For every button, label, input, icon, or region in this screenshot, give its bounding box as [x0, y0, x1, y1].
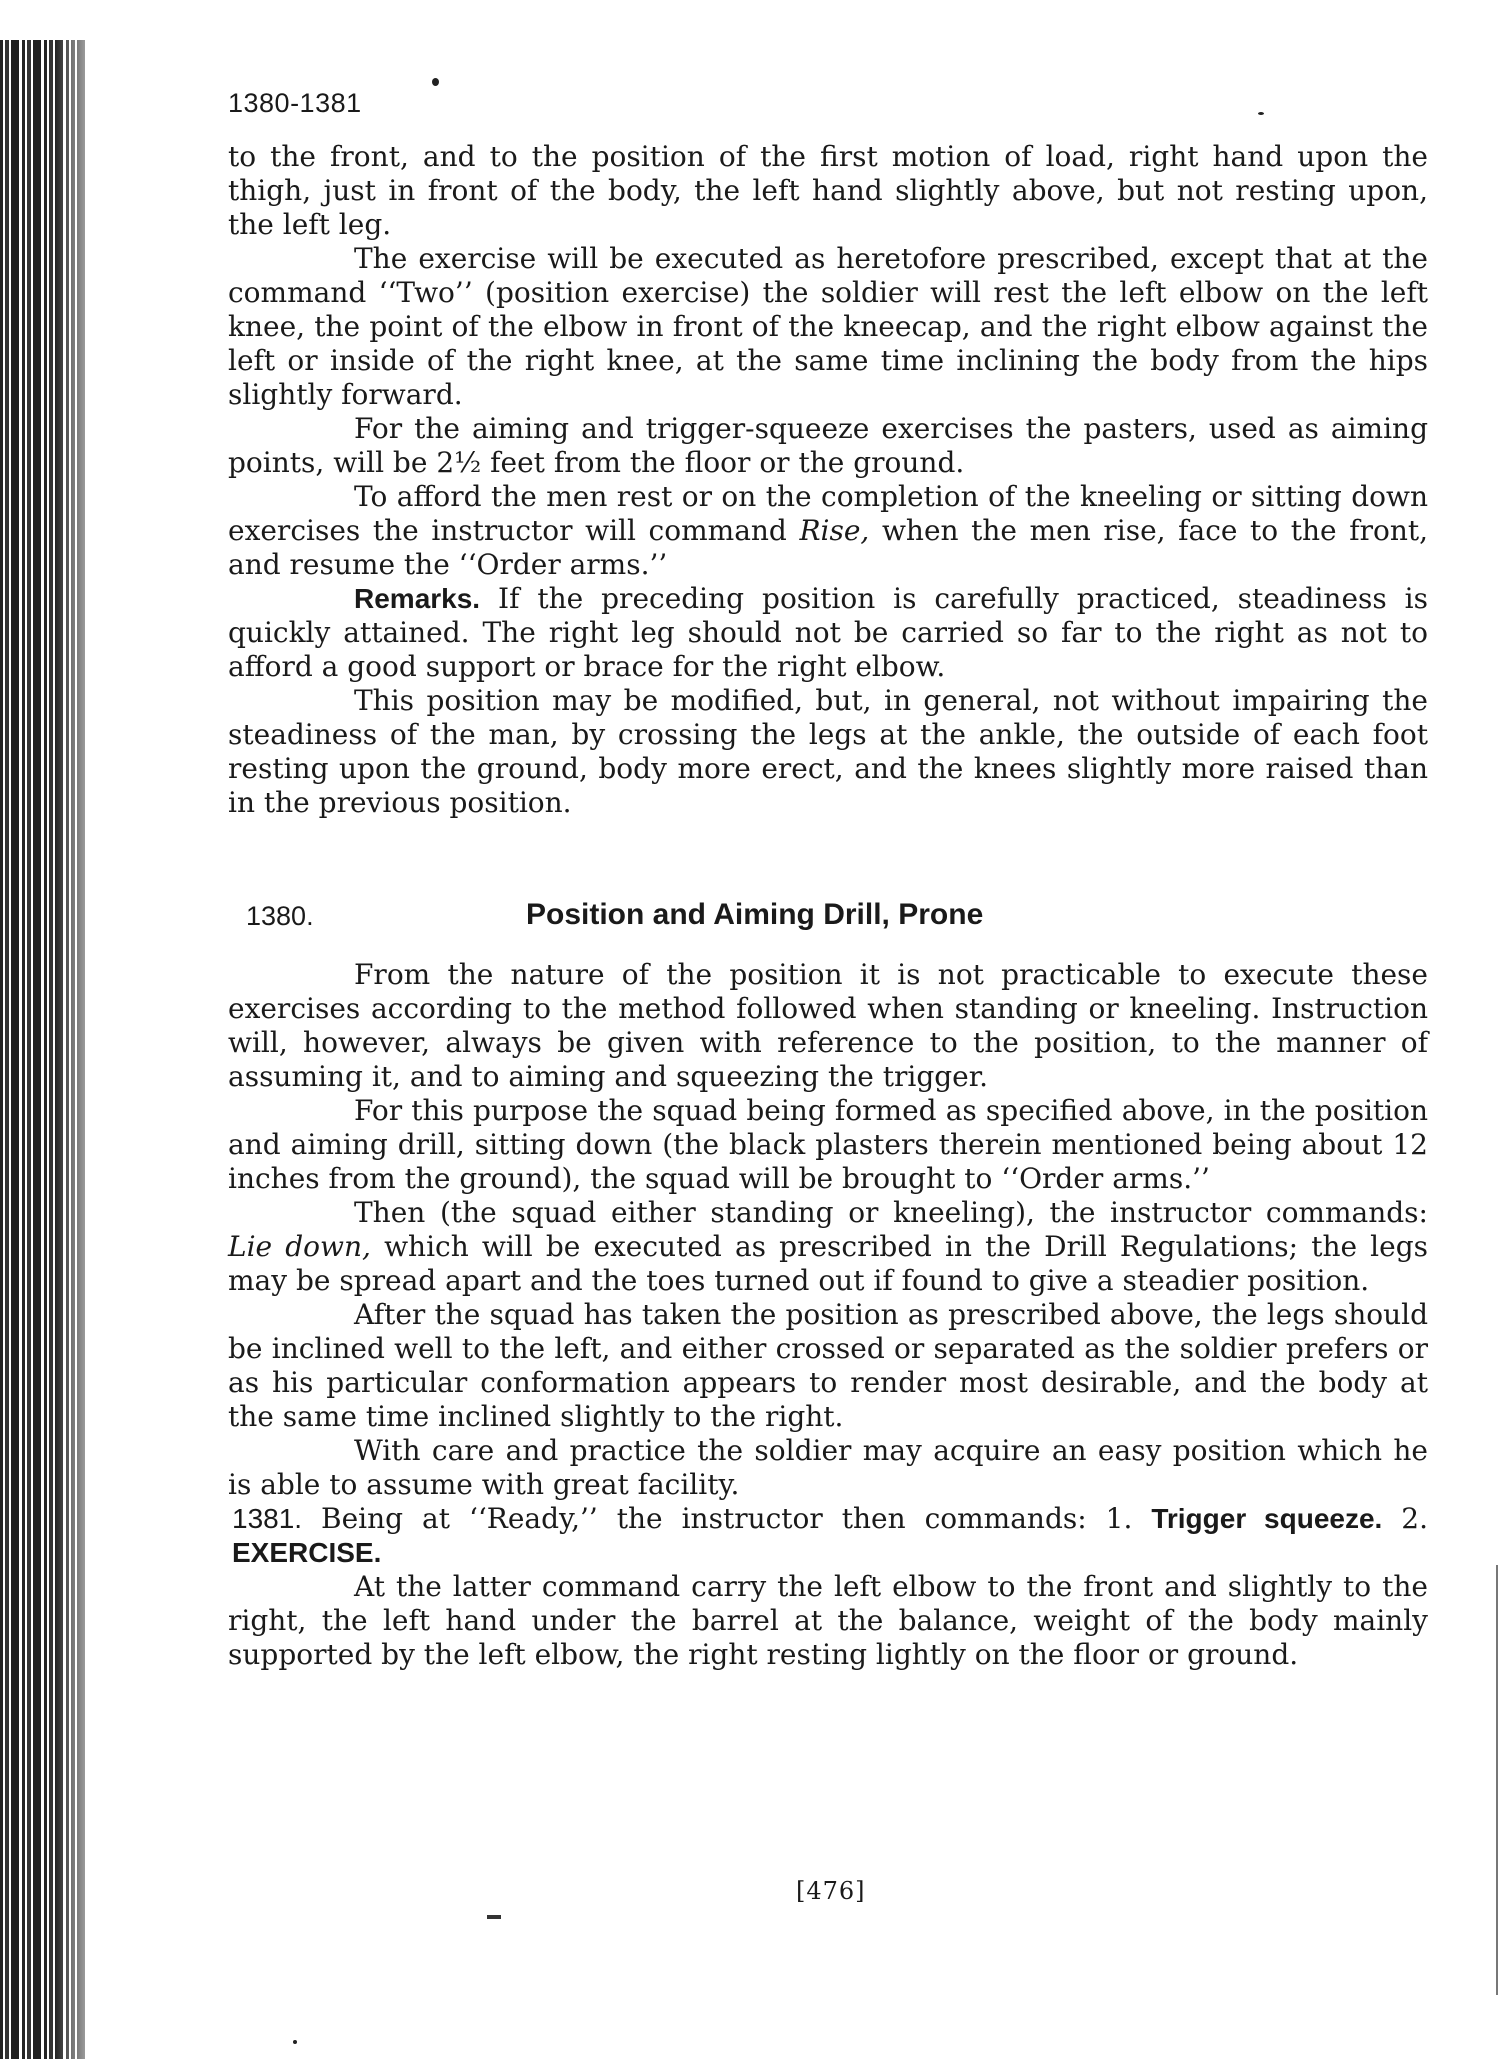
- margin-line: [1496, 1565, 1498, 1995]
- remarks-label: Remarks.: [354, 583, 481, 614]
- ink-speck: [293, 2040, 297, 2044]
- command-lie-down: Lie down,: [228, 1230, 371, 1263]
- paragraph: This position may be modified, but, in general, not without impairing the steadiness of the man, by crossing the legs at the ankle, the outside of each foot resting upon the ground, body more erect, and the knees slightly more raised than in the previous position.: [228, 684, 1428, 819]
- command-rise: Rise,: [799, 514, 870, 547]
- section-number: 1380.: [246, 901, 314, 931]
- remarks-paragraph: Remarks. If the preceding position is carefully practiced, steadiness is quickly attained. The right leg should not be carried so far to the right as not to afford a good support or brace for the right elbow.: [228, 582, 1428, 683]
- paragraph: For the aiming and trigger-squeeze exercises the pasters, used as aiming points, will be 2½ feet from the floor or the ground.: [228, 412, 1428, 479]
- ink-speck: [432, 78, 439, 86]
- ink-dash: [487, 1915, 501, 1919]
- command-exercise: EXERCISE.: [232, 1537, 382, 1568]
- text-block-lower: [228, 958, 1428, 1672]
- running-page-number: 1380-1381: [228, 88, 362, 118]
- paragraph: To afford the men rest or on the completion of the kneeling or sitting down exercises the instructor will command Rise, when the men rise, face to the front, and resume the ‘‘Order arms.’’: [228, 480, 1429, 581]
- paragraph: From the nature of the position it is not practicable to execute these exercises according to the method followed when standing or kneeling. Instruction will, however, always be given with reference to the position, to the manner of assuming it, and to aiming and squeezing the trigger.: [228, 958, 1428, 1093]
- text-block-upper: [228, 140, 1428, 820]
- paragraph-1381: 1381. Being at ‘‘Ready,’’ the instructor then commands: 1. Trigger squeeze. 2. EXERCISE.: [232, 1502, 1429, 1568]
- paragraph: to the front, and to the position of the first motion of load, right hand upon the thigh, just in front of the body, the left hand slightly above, but not resting upon, the left leg.: [228, 140, 1428, 241]
- ink-speck: [1258, 112, 1264, 115]
- page-folio: [476]: [796, 1877, 866, 1905]
- paragraph: For this purpose the squad being formed as specified above, in the position and aiming drill, sitting down (the black plasters therein mentioned being about 12 inches from the ground), the squad will be brought to ‘‘Order arms.’’: [228, 1094, 1428, 1195]
- paragraph: After the squad has taken the position as prescribed above, the legs should be inclined well to the left, and either crossed or separated as the soldier prefers or as his particular conformation appears to render most desirable, and the body at the same time inclined slightly to the right.: [228, 1298, 1428, 1433]
- paragraph-number: 1381.: [232, 1503, 303, 1534]
- binding-shadow: [54, 40, 88, 2059]
- command-trigger-squeeze: Trigger squeeze.: [1151, 1503, 1383, 1534]
- section-title: Position and Aiming Drill, Prone: [526, 898, 984, 931]
- paragraph: Then (the squad either standing or kneeling), the instructor commands: Lie down, which will be executed as prescribed in the Drill Regulations; the legs may be spread apart and the toes turned out if found to give a steadier position.: [228, 1196, 1428, 1297]
- paragraph: The exercise will be executed as heretofore prescribed, except that at the command ‘‘Two’’ (position exercise) the soldier will rest the left elbow on the left knee, the point of the elbow in front of the kneecap, and the right elbow against the left or inside of the right knee, at the same time inclining the body from the hips slightly forward.: [228, 242, 1428, 411]
- paragraph: With care and practice the soldier may acquire an easy position which he is able to assume with great facility.: [228, 1434, 1428, 1501]
- paragraph: At the latter command carry the left elbow to the front and slightly to the right, the left hand under the barrel at the balance, weight of the body mainly supported by the left elbow, the right resting lightly on the floor or ground.: [228, 1570, 1428, 1671]
